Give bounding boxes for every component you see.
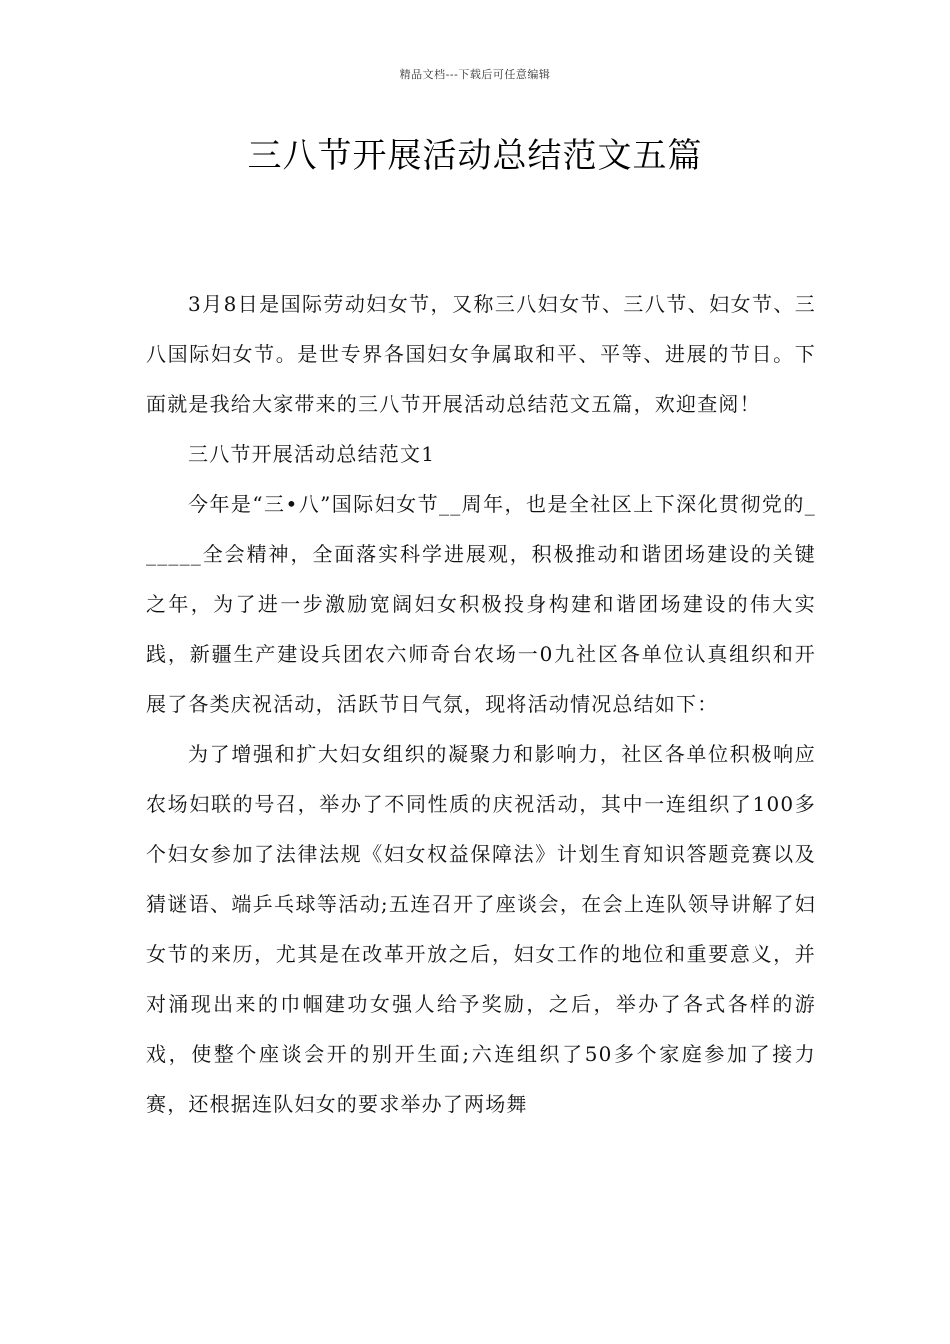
section-paragraph: 为了增强和扩大妇女组织的凝聚力和影响力，社区各单位积极响应农场妇联的号召，举办了不同性质的庆祝活动，其中一连组织了100多个妇女参加了法律法规《妇女权益保障法》计划生育知识答题竞赛以及猜谜语、端乒乓球等活动;五连召开了座谈会，在会上连队领导讲解了妇女节的来历，尤其是在改革开放之后，妇女工作的地位和重要意义，并对涌现出来的巾帼建功女强人给予奖励，之后，举办了各式各样的游戏，使整个座谈会开的别开生面;六连组织了50多个家庭参加了接力赛，还根据连队妇女的要求举办了两场舞 bbox=[146, 742, 816, 1116]
intro-paragraph: 3月8日是国际劳动妇女节，又称三八妇女节、三八节、妇女节、三八国际妇女节。是世专界各国妇女争属取和平、平等、进展的节日。下面就是我给大家带来的三八节开展活动总结范文五篇，欢迎查阅！ bbox=[146, 292, 816, 416]
header-note: 精品文档---下载后可任意编辑 bbox=[399, 68, 551, 81]
document-title: 三八节开展活动总结范文五篇 bbox=[247, 136, 703, 176]
section-heading: 三八节开展活动总结范文1 bbox=[188, 442, 436, 466]
document-body bbox=[146, 279, 816, 1129]
section-paragraph: 今年是“三•八”国际妇女节__周年，也是全社区上下深化贯彻党的______全会精神，全面落实科学进展观，积极推动和谐团场建设的关键之年，为了进一步激励宽阔妇女积极投身构建和谐团场建设的伟大实践，新疆生产建设兵团农六师奇台农场一0九社区各单位认真组织和开展了各类庆祝活动，活跃节日气氛，现将活动情况总结如下： bbox=[146, 492, 816, 716]
